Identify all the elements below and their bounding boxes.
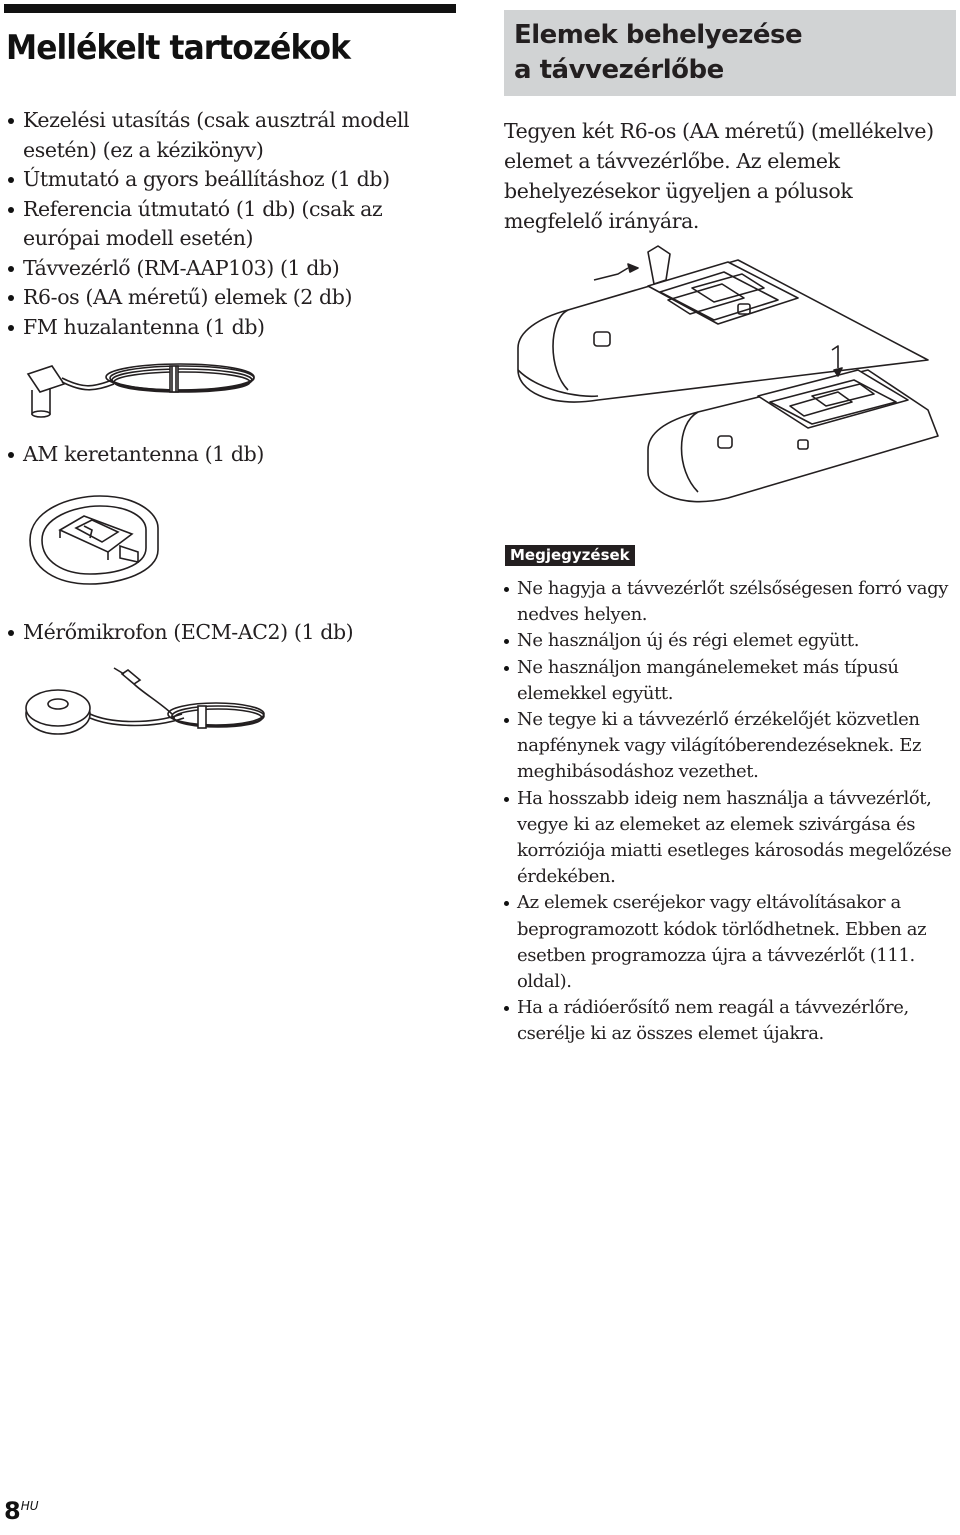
section-heading [504,10,956,96]
note-item: Ha hosszabb ideig nem használja a távvezérlőt, vegye ki az elemeket az elemek szivárgása és korróziója miatti esetleges károsodás megelőzése érdekében. [504,786,956,891]
language-code: HU [20,1499,39,1513]
list-item: R6-os (AA méretű) elemek (2 db) [8,283,448,313]
battery-intro-text: Tegyen két R6-os (AA méretű) (mellékelve) elemet a távvezérlőbe. Az elemek behelyezésekor ügyeljen a pólusok megfelelő irányára. [504,119,934,233]
list-item: Távvezérlő (RM-AAP103) (1 db) [8,254,448,284]
section-title-line2: a távvezérlőbe [514,55,724,85]
note-item: Ne használjon új és régi elemet együtt. [504,628,956,654]
fm-antenna-illustration [22,358,262,422]
measurement-mic-illustration [22,664,272,744]
am-antenna-list [8,440,264,470]
remote-battery-illustration [508,240,948,510]
note-item: Ne hagyja a távvezérlőt szélsőségesen forró vagy nedves helyen. [504,576,956,628]
top-rule [4,4,456,13]
note-item: Ne tegye ki a távvezérlő érzékelőjét közvetlen napfénynek vagy világítóberendezéseknek. Ez meghibásodáshoz vezethet. [504,707,956,786]
am-loop-antenna-illustration [20,490,170,590]
list-item: Útmutató a gyors beállításhoz (1 db) [8,165,448,195]
list-item: FM huzalantenna (1 db) [8,313,448,343]
note-item: Ne használjon mangánelemeket más típusú elemekkel együtt. [504,655,956,707]
page-title: Mellékelt tartozékok [6,28,350,68]
mic-list [8,618,353,648]
list-item: Mérőmikrofon (ECM-AC2) (1 db) [8,618,353,648]
page-number [4,1497,39,1525]
notes-list [504,576,956,1048]
list-item: Referencia útmutató (1 db) (csak az európai modell esetén) [8,195,448,254]
section-title-line1: Elemek behelyezése [514,20,803,50]
supplied-accessories-list [8,106,448,342]
list-item: Kezelési utasítás (csak ausztrál modell esetén) (ez a kézikönyv) [8,106,448,165]
notes-label: Megjegyzések [505,545,635,566]
list-item: AM keretantenna (1 db) [8,440,264,470]
note-item: Az elemek cseréjekor vagy eltávolításakor a beprogramozott kódok törlődhetnek. Ebben az esetben programozza újra a távvezérlőt (111. oldal). [504,890,956,995]
page-number-value: 8 [4,1497,21,1525]
note-item: Ha a rádióerősítő nem reagál a távvezérlőre, cserélje ki az összes elemet újakra. [504,995,956,1047]
